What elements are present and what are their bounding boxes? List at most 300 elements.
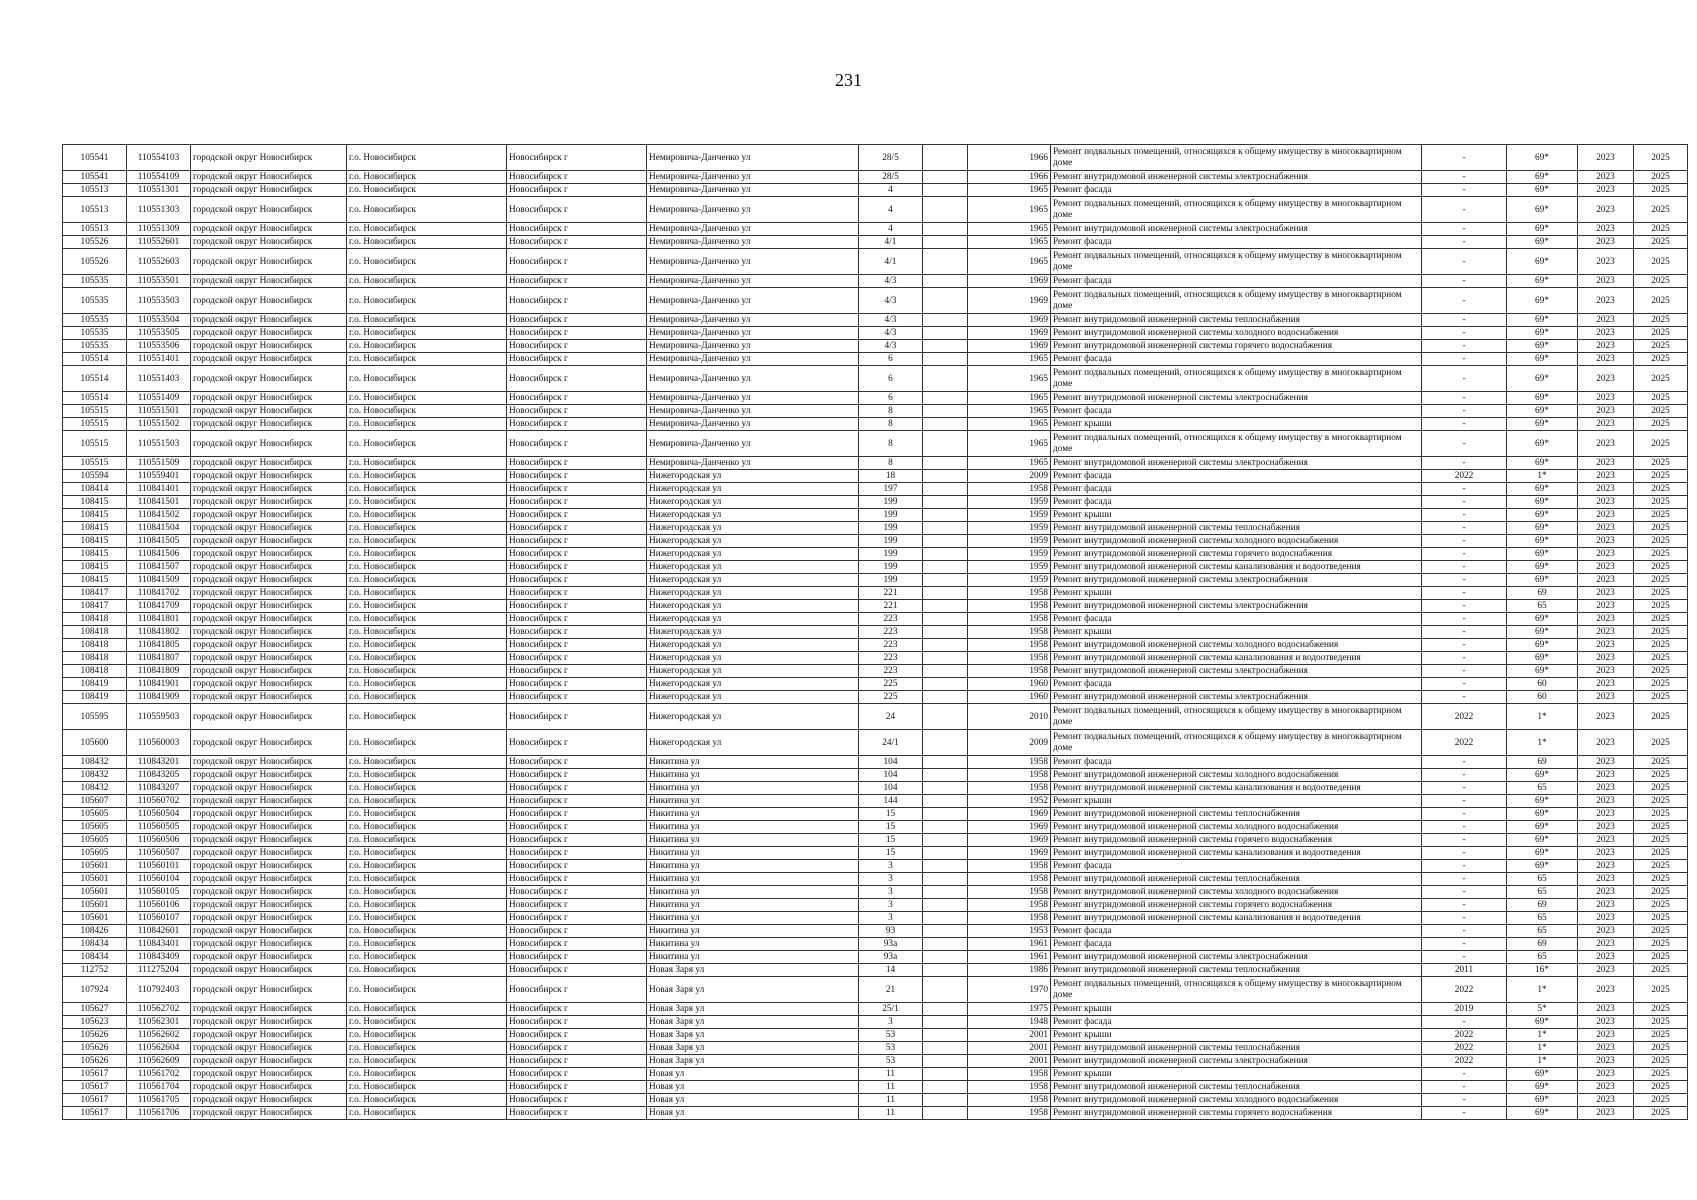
cell-settlement: г.о. Новосибирск bbox=[347, 977, 507, 1003]
cell-last-repair-year: - bbox=[1422, 405, 1507, 418]
cell-work-id: 110551309 bbox=[127, 223, 191, 236]
cell-house-id: 105513 bbox=[63, 197, 127, 223]
cell-street: Новая Заря ул bbox=[647, 1042, 859, 1055]
cell-plan-end-year: 2025 bbox=[1634, 587, 1688, 600]
cell-work-type: Ремонт внутридомовой инженерной системы горячего водоснабжения bbox=[1051, 340, 1422, 353]
cell-house-id: 108418 bbox=[63, 613, 127, 626]
cell-street: Никитина ул bbox=[647, 912, 859, 925]
cell-work-type: Ремонт фасада bbox=[1051, 236, 1422, 249]
cell-settlement: г.о. Новосибирск bbox=[347, 1094, 507, 1107]
cell-house-id: 105514 bbox=[63, 392, 127, 405]
table-row bbox=[63, 470, 1688, 483]
table-row bbox=[63, 561, 1688, 574]
cell-extra bbox=[923, 704, 968, 730]
table-row bbox=[63, 847, 1688, 860]
cell-last-repair-year: - bbox=[1422, 821, 1507, 834]
cell-work-id: 110559401 bbox=[127, 470, 191, 483]
cell-municipality: городской округ Новосибирск bbox=[191, 1042, 347, 1055]
cell-year-built: 1965 bbox=[968, 405, 1051, 418]
cell-settlement: г.о. Новосибирск bbox=[347, 613, 507, 626]
cell-house-id: 105626 bbox=[63, 1042, 127, 1055]
table-row bbox=[63, 418, 1688, 431]
cell-work-type: Ремонт фасада bbox=[1051, 938, 1422, 951]
cell-house-id: 108418 bbox=[63, 665, 127, 678]
cell-year-built: 2010 bbox=[968, 704, 1051, 730]
cell-city: Новосибирск г bbox=[507, 509, 647, 522]
cell-extra bbox=[923, 964, 968, 977]
cell-settlement: г.о. Новосибирск bbox=[347, 353, 507, 366]
cell-work-type: Ремонт внутридомовой инженерной системы теплоснабжения bbox=[1051, 964, 1422, 977]
cell-house-id: 112752 bbox=[63, 964, 127, 977]
cell-city: Новосибирск г bbox=[507, 886, 647, 899]
cell-wear-percent: 69* bbox=[1507, 340, 1578, 353]
cell-plan-end-year: 2025 bbox=[1634, 470, 1688, 483]
table-row bbox=[63, 704, 1688, 730]
table-row bbox=[63, 769, 1688, 782]
cell-house-number: 53 bbox=[859, 1042, 923, 1055]
cell-plan-end-year: 2025 bbox=[1634, 340, 1688, 353]
cell-house-number: 223 bbox=[859, 665, 923, 678]
cell-plan-end-year: 2025 bbox=[1634, 886, 1688, 899]
table-row bbox=[63, 275, 1688, 288]
cell-extra bbox=[923, 808, 968, 821]
cell-year-built: 1965 bbox=[968, 392, 1051, 405]
cell-work-id: 110559503 bbox=[127, 704, 191, 730]
cell-last-repair-year: - bbox=[1422, 353, 1507, 366]
cell-wear-percent: 1* bbox=[1507, 730, 1578, 756]
cell-street: Немировича-Данченко ул bbox=[647, 405, 859, 418]
cell-work-type: Ремонт подвальных помещений, относящихся к общему имуществу в многоквартирном доме bbox=[1051, 977, 1422, 1003]
cell-house-id: 105594 bbox=[63, 470, 127, 483]
cell-house-id: 105513 bbox=[63, 184, 127, 197]
cell-plan-end-year: 2025 bbox=[1634, 639, 1688, 652]
cell-year-built: 1965 bbox=[968, 236, 1051, 249]
cell-settlement: г.о. Новосибирск bbox=[347, 782, 507, 795]
cell-extra bbox=[923, 353, 968, 366]
cell-work-type: Ремонт подвальных помещений, относящихся к общему имуществу в многоквартирном доме bbox=[1051, 366, 1422, 392]
cell-municipality: городской округ Новосибирск bbox=[191, 418, 347, 431]
cell-work-id: 110841805 bbox=[127, 639, 191, 652]
cell-work-type: Ремонт крыши bbox=[1051, 626, 1422, 639]
cell-municipality: городской округ Новосибирск bbox=[191, 951, 347, 964]
cell-year-built: 1959 bbox=[968, 496, 1051, 509]
cell-year-built: 1958 bbox=[968, 769, 1051, 782]
cell-municipality: городской округ Новосибирск bbox=[191, 639, 347, 652]
cell-wear-percent: 69* bbox=[1507, 184, 1578, 197]
cell-extra bbox=[923, 1094, 968, 1107]
cell-extra bbox=[923, 756, 968, 769]
cell-settlement: г.о. Новосибирск bbox=[347, 418, 507, 431]
cell-last-repair-year: - bbox=[1422, 314, 1507, 327]
cell-municipality: городской округ Новосибирск bbox=[191, 1016, 347, 1029]
cell-municipality: городской округ Новосибирск bbox=[191, 223, 347, 236]
cell-wear-percent: 69* bbox=[1507, 613, 1578, 626]
cell-work-id: 110841502 bbox=[127, 509, 191, 522]
cell-wear-percent: 69* bbox=[1507, 626, 1578, 639]
cell-city: Новосибирск г bbox=[507, 665, 647, 678]
cell-plan-end-year: 2025 bbox=[1634, 314, 1688, 327]
cell-house-number: 15 bbox=[859, 834, 923, 847]
table-row bbox=[63, 626, 1688, 639]
cell-house-id: 105541 bbox=[63, 171, 127, 184]
cell-plan-end-year: 2025 bbox=[1634, 1029, 1688, 1042]
cell-settlement: г.о. Новосибирск bbox=[347, 171, 507, 184]
cell-year-built: 1958 bbox=[968, 1107, 1051, 1120]
cell-house-id: 105626 bbox=[63, 1029, 127, 1042]
cell-street: Немировича-Данченко ул bbox=[647, 171, 859, 184]
cell-year-built: 1969 bbox=[968, 808, 1051, 821]
cell-plan-start-year: 2023 bbox=[1578, 405, 1634, 418]
cell-year-built: 1965 bbox=[968, 197, 1051, 223]
table-row bbox=[63, 223, 1688, 236]
cell-house-number: 199 bbox=[859, 509, 923, 522]
cell-plan-start-year: 2023 bbox=[1578, 912, 1634, 925]
cell-wear-percent: 65 bbox=[1507, 951, 1578, 964]
cell-house-number: 4/3 bbox=[859, 314, 923, 327]
cell-work-type: Ремонт внутридомовой инженерной системы холодного водоснабжения bbox=[1051, 769, 1422, 782]
cell-plan-end-year: 2025 bbox=[1634, 223, 1688, 236]
cell-city: Новосибирск г bbox=[507, 1055, 647, 1068]
cell-plan-start-year: 2023 bbox=[1578, 197, 1634, 223]
cell-city: Новосибирск г bbox=[507, 678, 647, 691]
cell-city: Новосибирск г bbox=[507, 405, 647, 418]
cell-plan-end-year: 2025 bbox=[1634, 951, 1688, 964]
cell-work-id: 110560505 bbox=[127, 821, 191, 834]
cell-municipality: городской округ Новосибирск bbox=[191, 496, 347, 509]
cell-last-repair-year: 2022 bbox=[1422, 1055, 1507, 1068]
cell-plan-start-year: 2023 bbox=[1578, 704, 1634, 730]
cell-plan-end-year: 2025 bbox=[1634, 574, 1688, 587]
cell-settlement: г.о. Новосибирск bbox=[347, 314, 507, 327]
cell-work-type: Ремонт крыши bbox=[1051, 1029, 1422, 1042]
table-row bbox=[63, 1042, 1688, 1055]
cell-work-id: 110841802 bbox=[127, 626, 191, 639]
cell-last-repair-year: - bbox=[1422, 626, 1507, 639]
cell-plan-end-year: 2025 bbox=[1634, 1107, 1688, 1120]
cell-city: Новосибирск г bbox=[507, 249, 647, 275]
cell-work-type: Ремонт фасада bbox=[1051, 1016, 1422, 1029]
cell-wear-percent: 69* bbox=[1507, 418, 1578, 431]
cell-last-repair-year: 2022 bbox=[1422, 977, 1507, 1003]
cell-house-number: 8 bbox=[859, 405, 923, 418]
cell-work-type: Ремонт внутридомовой инженерной системы горячего водоснабжения bbox=[1051, 899, 1422, 912]
cell-year-built: 1966 bbox=[968, 171, 1051, 184]
cell-settlement: г.о. Новосибирск bbox=[347, 327, 507, 340]
cell-plan-end-year: 2025 bbox=[1634, 665, 1688, 678]
cell-plan-start-year: 2023 bbox=[1578, 626, 1634, 639]
cell-year-built: 1965 bbox=[968, 223, 1051, 236]
cell-wear-percent: 65 bbox=[1507, 925, 1578, 938]
cell-last-repair-year: 2011 bbox=[1422, 964, 1507, 977]
cell-plan-end-year: 2025 bbox=[1634, 652, 1688, 665]
cell-wear-percent: 69* bbox=[1507, 509, 1578, 522]
cell-street: Немировича-Данченко ул bbox=[647, 249, 859, 275]
cell-extra bbox=[923, 483, 968, 496]
cell-last-repair-year: 2022 bbox=[1422, 470, 1507, 483]
cell-wear-percent: 69* bbox=[1507, 639, 1578, 652]
table-row bbox=[63, 483, 1688, 496]
cell-wear-percent: 69* bbox=[1507, 1016, 1578, 1029]
table-row bbox=[63, 431, 1688, 457]
cell-house-id: 108415 bbox=[63, 548, 127, 561]
cell-house-number: 28/5 bbox=[859, 171, 923, 184]
cell-work-id: 110841504 bbox=[127, 522, 191, 535]
cell-work-id: 110560106 bbox=[127, 899, 191, 912]
cell-house-id: 108415 bbox=[63, 522, 127, 535]
cell-settlement: г.о. Новосибирск bbox=[347, 457, 507, 470]
cell-work-type: Ремонт крыши bbox=[1051, 795, 1422, 808]
cell-settlement: г.о. Новосибирск bbox=[347, 223, 507, 236]
cell-year-built: 1969 bbox=[968, 275, 1051, 288]
cell-house-number: 11 bbox=[859, 1068, 923, 1081]
table-row bbox=[63, 535, 1688, 548]
cell-house-number: 24/1 bbox=[859, 730, 923, 756]
cell-last-repair-year: - bbox=[1422, 522, 1507, 535]
table-row bbox=[63, 366, 1688, 392]
cell-plan-start-year: 2023 bbox=[1578, 457, 1634, 470]
cell-last-repair-year: 2022 bbox=[1422, 730, 1507, 756]
cell-year-built: 1958 bbox=[968, 860, 1051, 873]
cell-house-number: 4/1 bbox=[859, 249, 923, 275]
cell-work-id: 110841809 bbox=[127, 665, 191, 678]
cell-year-built: 1960 bbox=[968, 691, 1051, 704]
cell-city: Новосибирск г bbox=[507, 639, 647, 652]
cell-street: Никитина ул bbox=[647, 886, 859, 899]
cell-city: Новосибирск г bbox=[507, 938, 647, 951]
cell-plan-start-year: 2023 bbox=[1578, 873, 1634, 886]
cell-extra bbox=[923, 145, 968, 171]
cell-work-type: Ремонт внутридомовой инженерной системы электроснабжения bbox=[1051, 951, 1422, 964]
cell-municipality: городской округ Новосибирск bbox=[191, 184, 347, 197]
cell-plan-start-year: 2023 bbox=[1578, 899, 1634, 912]
table-row bbox=[63, 938, 1688, 951]
cell-house-number: 3 bbox=[859, 860, 923, 873]
cell-work-id: 110843205 bbox=[127, 769, 191, 782]
cell-last-repair-year: - bbox=[1422, 847, 1507, 860]
cell-city: Новосибирск г bbox=[507, 821, 647, 834]
cell-house-id: 105601 bbox=[63, 899, 127, 912]
cell-plan-start-year: 2023 bbox=[1578, 288, 1634, 314]
cell-city: Новосибирск г bbox=[507, 496, 647, 509]
cell-street: Нижегородская ул bbox=[647, 613, 859, 626]
cell-plan-start-year: 2023 bbox=[1578, 665, 1634, 678]
cell-house-number: 4 bbox=[859, 184, 923, 197]
cell-last-repair-year: - bbox=[1422, 145, 1507, 171]
cell-plan-start-year: 2023 bbox=[1578, 1029, 1634, 1042]
cell-settlement: г.о. Новосибирск bbox=[347, 808, 507, 821]
cell-wear-percent: 69* bbox=[1507, 327, 1578, 340]
cell-settlement: г.о. Новосибирск bbox=[347, 145, 507, 171]
cell-extra bbox=[923, 613, 968, 626]
cell-work-type: Ремонт фасада bbox=[1051, 353, 1422, 366]
cell-work-type: Ремонт фасада bbox=[1051, 470, 1422, 483]
table-row bbox=[63, 353, 1688, 366]
cell-city: Новосибирск г bbox=[507, 184, 647, 197]
cell-last-repair-year: - bbox=[1422, 574, 1507, 587]
cell-plan-start-year: 2023 bbox=[1578, 418, 1634, 431]
cell-work-id: 110841401 bbox=[127, 483, 191, 496]
cell-settlement: г.о. Новосибирск bbox=[347, 821, 507, 834]
cell-extra bbox=[923, 171, 968, 184]
cell-last-repair-year: - bbox=[1422, 678, 1507, 691]
cell-house-id: 105627 bbox=[63, 1003, 127, 1016]
cell-settlement: г.о. Новосибирск bbox=[347, 236, 507, 249]
cell-plan-start-year: 2023 bbox=[1578, 691, 1634, 704]
cell-year-built: 1969 bbox=[968, 821, 1051, 834]
cell-municipality: городской округ Новосибирск bbox=[191, 392, 347, 405]
cell-wear-percent: 65 bbox=[1507, 782, 1578, 795]
cell-last-repair-year: - bbox=[1422, 184, 1507, 197]
cell-street: Новая Заря ул bbox=[647, 1055, 859, 1068]
cell-city: Новосибирск г bbox=[507, 275, 647, 288]
cell-work-type: Ремонт внутридомовой инженерной системы холодного водоснабжения bbox=[1051, 535, 1422, 548]
cell-municipality: городской округ Новосибирск bbox=[191, 288, 347, 314]
cell-city: Новосибирск г bbox=[507, 730, 647, 756]
cell-settlement: г.о. Новосибирск bbox=[347, 756, 507, 769]
cell-last-repair-year: - bbox=[1422, 886, 1507, 899]
cell-year-built: 1958 bbox=[968, 782, 1051, 795]
cell-extra bbox=[923, 938, 968, 951]
cell-municipality: городской округ Новосибирск bbox=[191, 457, 347, 470]
cell-plan-end-year: 2025 bbox=[1634, 873, 1688, 886]
cell-last-repair-year: - bbox=[1422, 912, 1507, 925]
cell-city: Новосибирск г bbox=[507, 340, 647, 353]
cell-plan-end-year: 2025 bbox=[1634, 392, 1688, 405]
table-row bbox=[63, 977, 1688, 1003]
cell-street: Никитина ул bbox=[647, 925, 859, 938]
cell-plan-start-year: 2023 bbox=[1578, 548, 1634, 561]
cell-work-type: Ремонт внутридомовой инженерной системы канализования и водоотведения bbox=[1051, 652, 1422, 665]
cell-city: Новосибирск г bbox=[507, 769, 647, 782]
cell-year-built: 1959 bbox=[968, 561, 1051, 574]
cell-work-type: Ремонт внутридомовой инженерной системы теплоснабжения bbox=[1051, 873, 1422, 886]
table-row bbox=[63, 288, 1688, 314]
cell-house-number: 223 bbox=[859, 639, 923, 652]
cell-work-type: Ремонт внутридомовой инженерной системы электроснабжения bbox=[1051, 1055, 1422, 1068]
cell-municipality: городской округ Новосибирск bbox=[191, 938, 347, 951]
cell-city: Новосибирск г bbox=[507, 223, 647, 236]
cell-house-number: 225 bbox=[859, 691, 923, 704]
cell-work-id: 110560507 bbox=[127, 847, 191, 860]
cell-house-number: 221 bbox=[859, 600, 923, 613]
table-row bbox=[63, 1003, 1688, 1016]
cell-plan-start-year: 2023 bbox=[1578, 327, 1634, 340]
cell-work-id: 110551501 bbox=[127, 405, 191, 418]
cell-last-repair-year: - bbox=[1422, 509, 1507, 522]
cell-last-repair-year: - bbox=[1422, 1016, 1507, 1029]
cell-plan-end-year: 2025 bbox=[1634, 561, 1688, 574]
cell-house-number: 4/3 bbox=[859, 340, 923, 353]
table-row bbox=[63, 457, 1688, 470]
cell-municipality: городской округ Новосибирск bbox=[191, 821, 347, 834]
table-row bbox=[63, 340, 1688, 353]
cell-city: Новосибирск г bbox=[507, 691, 647, 704]
cell-last-repair-year: - bbox=[1422, 548, 1507, 561]
table-row bbox=[63, 652, 1688, 665]
cell-house-number: 53 bbox=[859, 1029, 923, 1042]
cell-street: Нижегородская ул bbox=[647, 522, 859, 535]
cell-plan-start-year: 2023 bbox=[1578, 769, 1634, 782]
cell-year-built: 1958 bbox=[968, 1094, 1051, 1107]
cell-settlement: г.о. Новосибирск bbox=[347, 951, 507, 964]
cell-work-id: 110841702 bbox=[127, 587, 191, 600]
cell-work-type: Ремонт внутридомовой инженерной системы электроснабжения bbox=[1051, 392, 1422, 405]
cell-house-id: 105535 bbox=[63, 314, 127, 327]
cell-settlement: г.о. Новосибирск bbox=[347, 678, 507, 691]
cell-street: Новая ул bbox=[647, 1094, 859, 1107]
cell-street: Нижегородская ул bbox=[647, 483, 859, 496]
cell-extra bbox=[923, 1055, 968, 1068]
cell-work-type: Ремонт крыши bbox=[1051, 509, 1422, 522]
cell-plan-end-year: 2025 bbox=[1634, 522, 1688, 535]
table-row bbox=[63, 639, 1688, 652]
cell-house-number: 11 bbox=[859, 1107, 923, 1120]
cell-municipality: городской округ Новосибирск bbox=[191, 756, 347, 769]
cell-house-number: 53 bbox=[859, 1055, 923, 1068]
cell-wear-percent: 69* bbox=[1507, 821, 1578, 834]
cell-wear-percent: 69* bbox=[1507, 834, 1578, 847]
cell-last-repair-year: - bbox=[1422, 366, 1507, 392]
cell-city: Новосибирск г bbox=[507, 171, 647, 184]
cell-work-id: 110561704 bbox=[127, 1081, 191, 1094]
cell-work-type: Ремонт внутридомовой инженерной системы холодного водоснабжения bbox=[1051, 886, 1422, 899]
cell-work-type: Ремонт внутридомовой инженерной системы горячего водоснабжения bbox=[1051, 548, 1422, 561]
cell-work-id: 110560101 bbox=[127, 860, 191, 873]
cell-work-id: 110551409 bbox=[127, 392, 191, 405]
cell-extra bbox=[923, 873, 968, 886]
cell-street: Немировича-Данченко ул bbox=[647, 340, 859, 353]
cell-street: Немировича-Данченко ул bbox=[647, 392, 859, 405]
cell-city: Новосибирск г bbox=[507, 964, 647, 977]
cell-house-number: 15 bbox=[859, 808, 923, 821]
cell-year-built: 1958 bbox=[968, 587, 1051, 600]
cell-settlement: г.о. Новосибирск bbox=[347, 1003, 507, 1016]
cell-year-built: 1965 bbox=[968, 418, 1051, 431]
cell-year-built: 1958 bbox=[968, 613, 1051, 626]
cell-work-type: Ремонт фасада bbox=[1051, 275, 1422, 288]
table-row bbox=[63, 405, 1688, 418]
cell-street: Новая ул bbox=[647, 1068, 859, 1081]
cell-street: Немировича-Данченко ул bbox=[647, 184, 859, 197]
cell-house-id: 108434 bbox=[63, 938, 127, 951]
cell-wear-percent: 1* bbox=[1507, 1055, 1578, 1068]
cell-street: Нижегородская ул bbox=[647, 509, 859, 522]
table-row bbox=[63, 1016, 1688, 1029]
cell-last-repair-year: - bbox=[1422, 1081, 1507, 1094]
cell-extra bbox=[923, 548, 968, 561]
cell-house-id: 108415 bbox=[63, 574, 127, 587]
cell-work-id: 110551403 bbox=[127, 366, 191, 392]
cell-extra bbox=[923, 236, 968, 249]
cell-house-number: 15 bbox=[859, 821, 923, 834]
cell-house-id: 108415 bbox=[63, 561, 127, 574]
cell-work-type: Ремонт крыши bbox=[1051, 1068, 1422, 1081]
cell-street: Никитина ул bbox=[647, 808, 859, 821]
cell-street: Немировича-Данченко ул bbox=[647, 418, 859, 431]
cell-extra bbox=[923, 769, 968, 782]
cell-year-built: 1958 bbox=[968, 483, 1051, 496]
cell-wear-percent: 69* bbox=[1507, 275, 1578, 288]
cell-plan-start-year: 2023 bbox=[1578, 1068, 1634, 1081]
cell-plan-start-year: 2023 bbox=[1578, 1003, 1634, 1016]
cell-wear-percent: 69* bbox=[1507, 1068, 1578, 1081]
cell-street: Немировича-Данченко ул bbox=[647, 288, 859, 314]
cell-plan-start-year: 2023 bbox=[1578, 860, 1634, 873]
cell-municipality: городской округ Новосибирск bbox=[191, 431, 347, 457]
table-row bbox=[63, 873, 1688, 886]
table-row bbox=[63, 171, 1688, 184]
cell-street: Нижегородская ул bbox=[647, 470, 859, 483]
